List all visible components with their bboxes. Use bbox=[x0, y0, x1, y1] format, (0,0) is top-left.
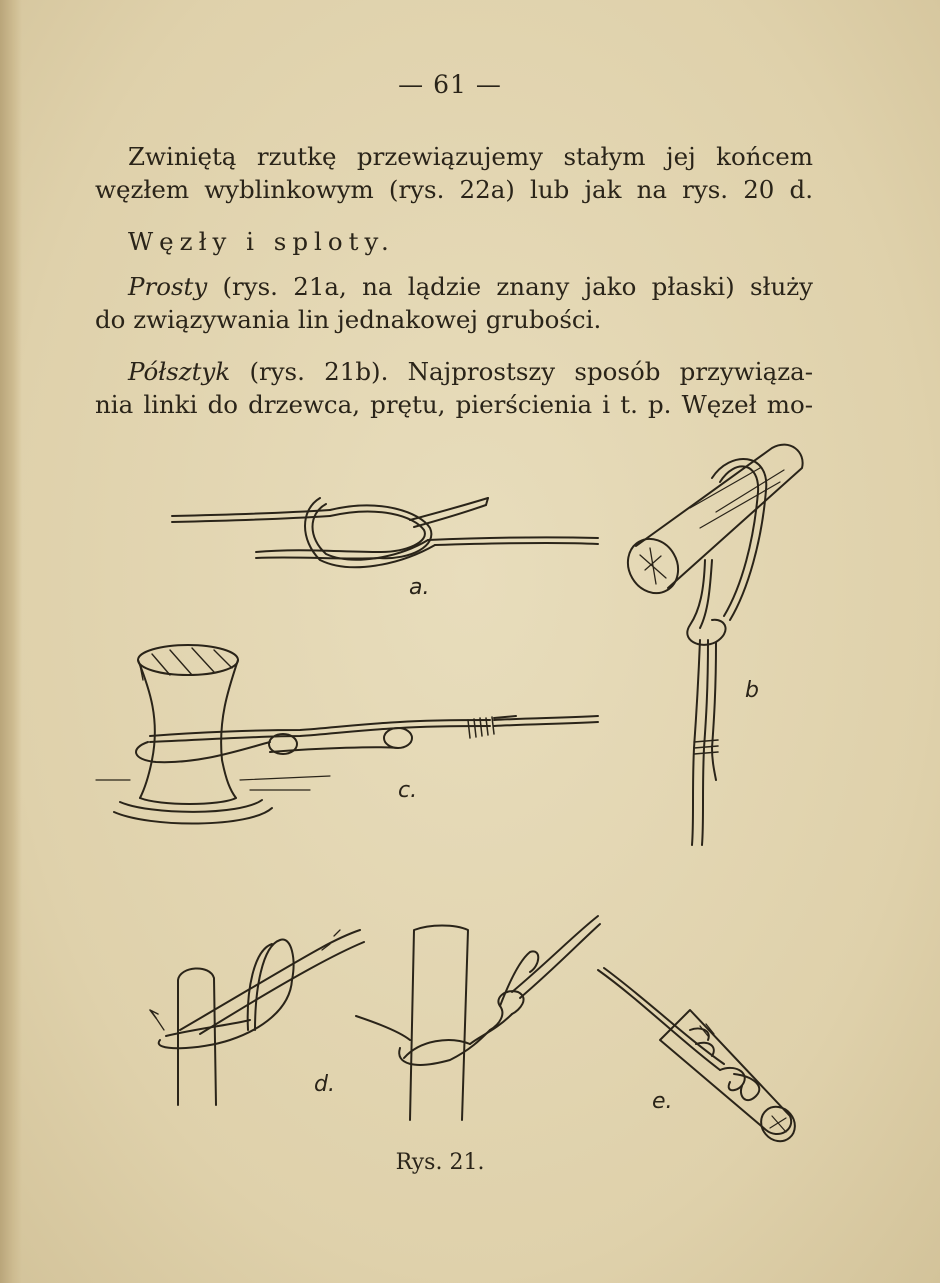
knot-c-bollard-hitches bbox=[96, 645, 598, 824]
page-number: — 61 — bbox=[398, 70, 502, 99]
term-prosty: Prosty bbox=[128, 272, 208, 301]
knot-post-round-turn bbox=[356, 916, 600, 1120]
figure-caption: Rys. 21. bbox=[395, 1150, 485, 1175]
paragraph-2-line-1-rest: (rys. 21a, na lądzie znany jako płaski) służy bbox=[207, 272, 813, 301]
paragraph-2-line-2: do związywania lin jednakowej grubości. bbox=[95, 305, 602, 334]
label-e: e. bbox=[652, 1089, 673, 1114]
paragraph-3-line-2: nia linki do drzewca, prętu, pierścienia i t. p. Węzeł mo- bbox=[95, 390, 813, 419]
label-d: d. bbox=[314, 1072, 335, 1097]
term-polsztyk: Półsztyk bbox=[128, 357, 231, 386]
paragraph-3-line-1-rest: (rys. 21b). Najprostszy sposób przywiąza- bbox=[230, 357, 813, 386]
knot-a-square-knot bbox=[172, 498, 598, 567]
label-c: c. bbox=[398, 778, 418, 803]
paragraph-1-line-2: węzłem wyblinkowym (rys. 22a) lub jak na rys. 20 d. bbox=[95, 175, 813, 204]
heading-text: Węzły i sploty. bbox=[128, 227, 395, 256]
paragraph-1-line-1: Zwiniętą rzutkę przewiązujemy stałym jej końcem bbox=[128, 142, 813, 171]
label-b: b bbox=[745, 678, 759, 703]
label-a: a. bbox=[409, 575, 430, 600]
knot-e-stick-hitch bbox=[598, 968, 802, 1148]
knot-b-half-hitch-spar bbox=[618, 445, 802, 845]
